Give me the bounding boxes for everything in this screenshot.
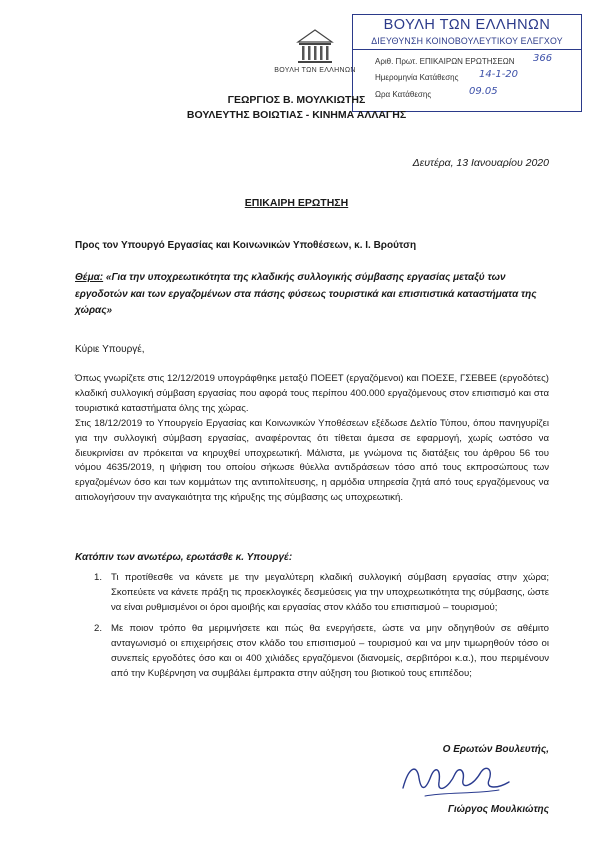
stamp-row-date-label: Ημερομηνία Κατάθεσης xyxy=(375,73,459,82)
logo-caption: ΒΟΥΛΗ ΤΩΝ ΕΛΛΗΝΩΝ xyxy=(274,67,356,74)
subject-label: Θέμα: xyxy=(75,272,104,283)
question-item xyxy=(94,621,549,681)
stamp-row-protocol-label: Αριθ. Πρωτ. ΕΠΙΚΑΙΡΩΝ ΕΡΩΤΗΣΕΩΝ xyxy=(375,57,515,66)
closing-line: Ο Ερωτών Βουλευτής, xyxy=(442,744,549,755)
stamp-divider xyxy=(353,49,581,50)
subject-text: «Για την υποχρεωτικότητα της κλαδικής συλλογικής σύμβασης εργασίας μεταξύ των εργοδοτών και των εργαζομένων στα πάσης φύσεως τουριστικά και επισιτιστικά καταστήματα της χώρας» xyxy=(75,272,537,316)
questions-intro: Κατόπιν των ανωτέρω, ερωτάσθε κ. Υπουργέ: xyxy=(75,552,293,563)
questions-list xyxy=(94,570,549,687)
question-number: 2. xyxy=(94,623,103,634)
question-number: 1. xyxy=(94,572,103,583)
body-paragraph-2: Στις 18/12/2019 το Υπουργείο Εργασίας και Κοινωνικών Υποθέσεων εξέδωσε Δελτίο Τύπου, όπου πανηγυρίζει για την συλλογική σύμβαση εργασίας, αναφέροντας ότι τίθεται άμεσα σε εφαρμογή, χωρίς ωστόσο να διευκρινίσει αν πρόκειται να κηρυχθεί υποχρεωτική. Μάλιστα, με γνώμονα τις διατάξεις του άρθρου 56 του νόμου 4635/2019, η ψήφιση του οποίου σήκωσε θύελλα αντιδράσεων τόσο από τους εκπροσώπους των εργαζομένων όσο και των κομμάτων της αντιπολίτευσης, η αρμόδια υπηρεσία ζητά από τους εργαζόμενους να αιτιολογήσουν την αναγκαιότητα της κήρυξης της σύμβασης ως υποχρεωτική. xyxy=(75,418,549,503)
question-item xyxy=(94,570,549,615)
parliament-emblem-icon xyxy=(295,28,335,66)
parliament-logo xyxy=(270,28,360,74)
stamp-title: ΒΟΥΛΗ ΤΩΝ ΕΛΛΗΝΩΝ xyxy=(383,17,551,33)
document-heading: ΕΠΙΚΑΙΡΗ ΕΡΩΤΗΣΗ xyxy=(244,197,349,209)
subject-block xyxy=(75,270,549,320)
greeting: Κύριε Υπουργέ, xyxy=(75,344,145,355)
stamp-row-protocol-value: 366 xyxy=(533,53,553,64)
body-paragraph-1: Όπως γνωρίζετε στις 12/12/2019 υπογράφθηκε μεταξύ ΠΟΕΕΤ (εργαζόμενοι) και ΠΟΕΣΕ, ΓΣΕΒΕΕ (εργοδότες) κλαδική συλλογική σύμβαση εργασίας που αφορά τους περίπου 400.000 εργαζόμενους στον επισιτισμό και στα τουριστικά καταστήματα όλης της χώρας. xyxy=(75,373,549,414)
stamp-subtitle: ΔΙΕΥΘΥΝΣΗ ΚΟΙΝΟΒΟΥΛΕΥΤΙΚΟΥ ΕΛΕΓΧΟΥ xyxy=(371,36,563,46)
recipient-line: Προς τον Υπουργό Εργασίας και Κοινωνικών Υποθέσεων, κ. Ι. Βρούτση xyxy=(75,240,417,251)
handwritten-signature xyxy=(395,758,515,807)
stamp-row-time-label: Ωρα Κατάθεσης xyxy=(375,90,432,99)
question-text: Τι προτίθεσθε να κάνετε με την μεγαλύτερη κλαδική συλλογική σύμβαση εργασίας στην χώρα; Σκοπεύετε να κάνετε πράξη τις προεκλογικές δεσμεύσεις για την υποχρεωτικότητα της σύμβασης, ώστε να είναι ρυθμισμένοι οι όροι αμοιβής και εργασίας στον κλάδο του επισιτισμού – τουρισμού; xyxy=(111,572,549,613)
stamp-row-date-value: 14-1-20 xyxy=(479,69,519,80)
author-name: ΓΕΩΡΓΙΟΣ Β. ΜΟΥΛΚΙΩΤΗΣ xyxy=(227,94,366,106)
signatory-name: Γιώργος Μουλκιώτης xyxy=(447,804,549,815)
stamp-row-time-value: 09.05 xyxy=(469,86,498,97)
question-text: Με ποιον τρόπο θα μεριμνήσετε και πώς θα ενεργήσετε, ώστε να μην οδηγηθούν σε αθέμιτο ανταγωνισμό οι επιχειρήσεις στον κλάδο του επισιτισμού – τουρισμού και να μην τιμωρηθούν τόσο οι συνεπείς εργοδότες όσο και οι 400 χιλιάδες εργαζόμενοι (διανομείς, σερβιτόροι κ.α.), που περιμένουν από την Κυβέρνηση να συμβάλει έμπρακτα στην αύξηση του βιοτικού τους επιπέδου; xyxy=(111,623,549,679)
document-date: Δευτέρα, 13 Ιανουαρίου 2020 xyxy=(412,157,549,169)
author-role: ΒΟΥΛΕΥΤΗΣ ΒΟΙΩΤΙΑΣ - ΚΙΝΗΜΑ ΑΛΛΑΓΗΣ xyxy=(186,109,407,121)
